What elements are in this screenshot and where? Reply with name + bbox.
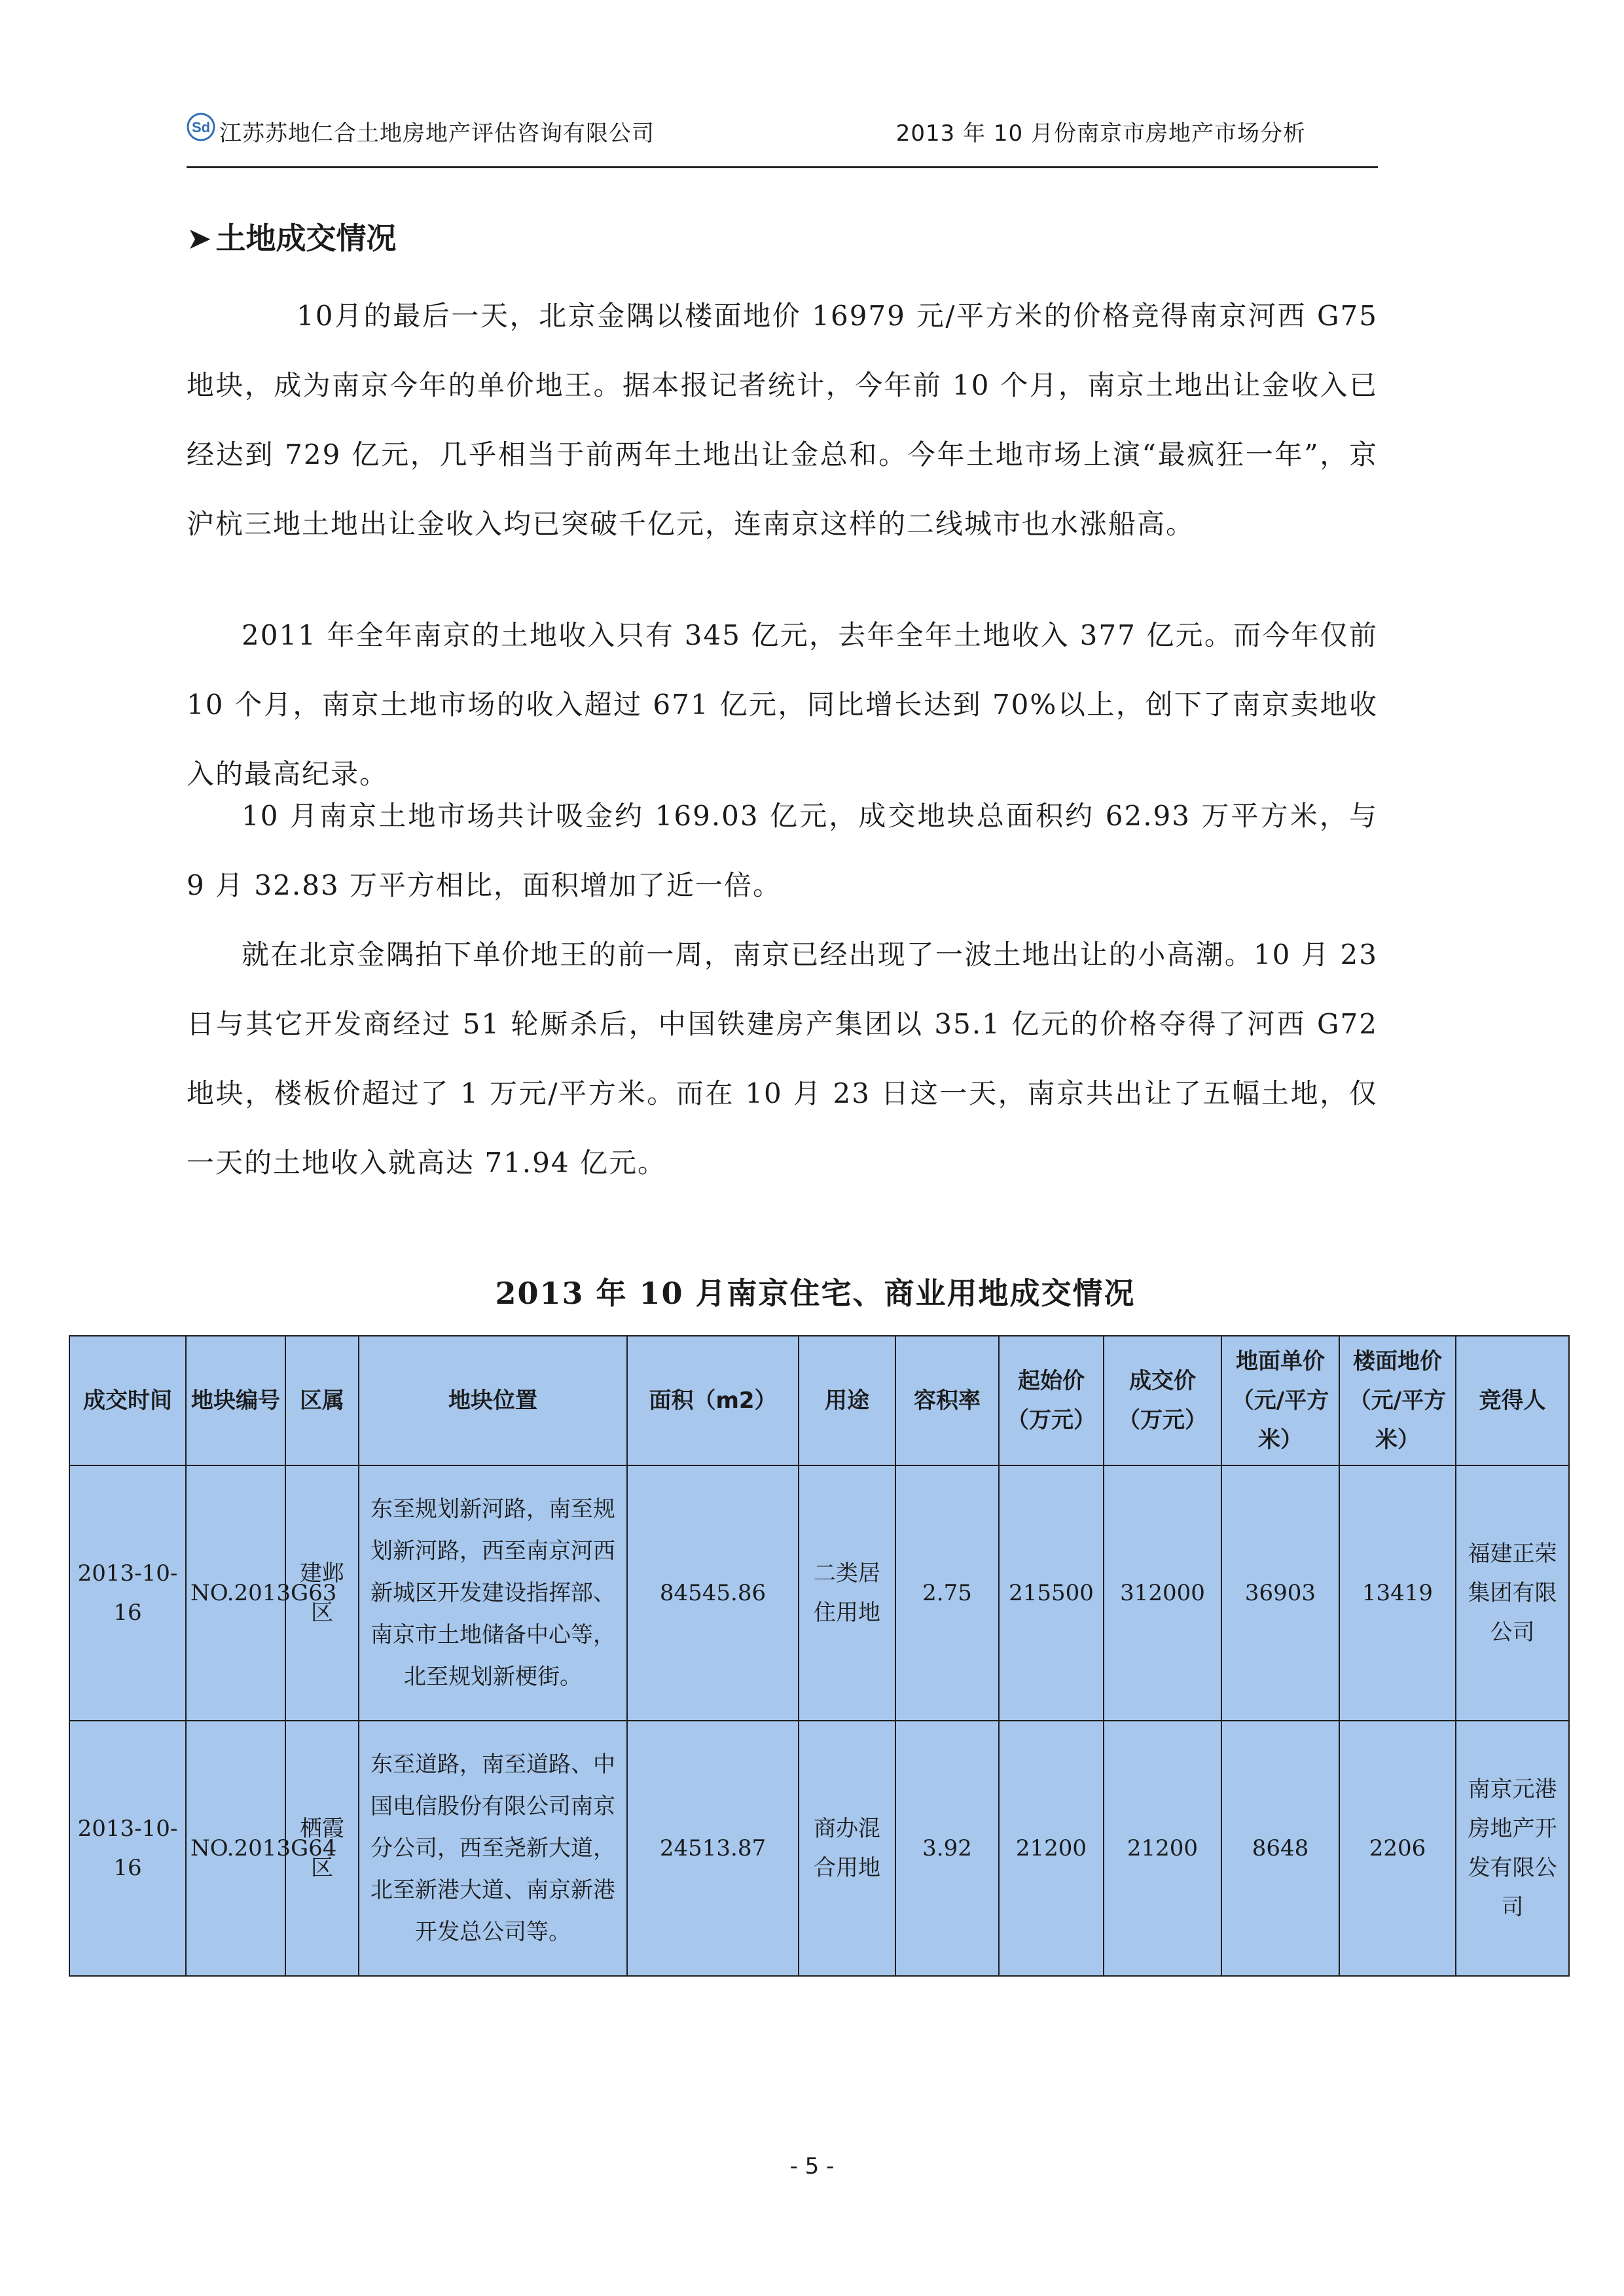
- header-parcel-no: 地块编号: [186, 1336, 285, 1465]
- cell-date: 2013-10-16: [69, 1465, 186, 1721]
- table-header-row: [69, 1336, 1569, 1465]
- header-area: 面积（m2）: [627, 1336, 799, 1465]
- section-title: 土地成交情况: [215, 221, 397, 256]
- company-logo-icon: [187, 113, 215, 141]
- table-row: [69, 1721, 1569, 1976]
- header-divider: [187, 166, 1378, 168]
- report-title: 2013 年 10 月份南京市房地产市场分析: [895, 120, 1306, 147]
- table-title: 2013 年 10 月南京住宅、商业用地成交情况: [495, 1276, 1136, 1311]
- arrow-bullet-icon: ➤: [187, 221, 212, 256]
- cell-deal-price: 21200: [1104, 1721, 1221, 1976]
- page-number: - 5 -: [789, 2153, 835, 2179]
- cell-far: 2.75: [895, 1465, 999, 1721]
- svg-text:Sd: Sd: [191, 119, 211, 135]
- cell-winner: 福建正荣集团有限公司: [1456, 1465, 1569, 1721]
- cell-parcel-no: NO.2013G64: [186, 1721, 285, 1976]
- cell-winner: 南京元港房地产开发有限公司: [1456, 1721, 1569, 1976]
- cell-floor-price: 13419: [1339, 1465, 1456, 1721]
- header-start-price: 起始价（万元）: [999, 1336, 1104, 1465]
- cell-start-price: 215500: [999, 1465, 1104, 1721]
- cell-parcel-no: NO.2013G63: [186, 1465, 285, 1721]
- header-winner: 竞得人: [1456, 1336, 1569, 1465]
- cell-start-price: 21200: [999, 1721, 1104, 1976]
- header-deal-price: 成交价（万元）: [1104, 1336, 1221, 1465]
- land-deals-table: [69, 1335, 1570, 1977]
- header-date: 成交时间: [69, 1336, 186, 1465]
- header-location: 地块位置: [359, 1336, 627, 1465]
- header-land-unit-price: 地面单价（元/平方米）: [1221, 1336, 1339, 1465]
- cell-land-unit-price: 36903: [1221, 1465, 1339, 1721]
- cell-deal-price: 312000: [1104, 1465, 1221, 1721]
- cell-location: 东至道路，南至道路、中国电信股份有限公司南京分公司，西至尧新大道，北至新港大道、南京新港开发总公司等。: [359, 1721, 627, 1976]
- cell-date: 2013-10-16: [69, 1721, 186, 1976]
- cell-location: 东至规划新河路，南至规划新河路，西至南京河西新城区开发建设指挥部、南京市土地储备中心等，北至规划新梗街。: [359, 1465, 627, 1721]
- table-row: [69, 1465, 1569, 1721]
- header-district: 区属: [285, 1336, 359, 1465]
- cell-area: 24513.87: [627, 1721, 799, 1976]
- company-name: 江苏苏地仁合土地房地产评估咨询有限公司: [219, 120, 655, 147]
- paragraph-2: 2011 年全年南京的土地收入只有 345 亿元，去年全年土地收入 377 亿元。而今年仅前 10 个月，南京土地市场的收入超过 671 亿元，同比增长达到 70%以上，创下了南京卖地收入的最高纪录。: [187, 619, 1378, 790]
- cell-floor-price: 2206: [1339, 1721, 1456, 1976]
- cell-district: 栖霞区: [285, 1721, 359, 1976]
- cell-district: 建邺区: [285, 1465, 359, 1721]
- header-use: 用途: [799, 1336, 895, 1465]
- paragraph-1: 10月的最后一天，北京金隅以楼面地价 16979 元/平方米的价格竞得南京河西 G75 地块，成为南京今年的单价地王。据本报记者统计，今年前 10 个月，南京土地出让金收入已经达到 729 亿元，几乎相当于前两年土地出让金总和。今年土地市场上演“最疯狂一年”，京沪杭三地土地出让金收入均已突破千亿元，连南京这样的二线城市也水涨船高。: [187, 300, 1378, 540]
- cell-land-unit-price: 8648: [1221, 1721, 1339, 1976]
- cell-far: 3.92: [895, 1721, 999, 1976]
- cell-area: 84545.86: [627, 1465, 799, 1721]
- page-header: [187, 110, 1378, 149]
- header-far: 容积率: [895, 1336, 999, 1465]
- section-heading: [187, 215, 397, 258]
- paragraph-4: 就在北京金隅拍下单价地王的前一周，南京已经出现了一波土地出让的小高潮。10 月 23 日与其它开发商经过 51 轮厮杀后，中国铁建房产集团以 35.1 亿元的价格夺得了河西 G72 地块，楼板价超过了 1 万元/平方米。而在 10 月 23 日这一天，南京共出让了五幅土地，仅一天的土地收入就高达 71.94 亿元。: [187, 939, 1378, 1179]
- cell-use: 商办混合用地: [799, 1721, 895, 1976]
- header-floor-price: 楼面地价（元/平方米）: [1339, 1336, 1456, 1465]
- paragraph-3: 10 月南京土地市场共计吸金约 169.03 亿元，成交地块总面积约 62.93 万平方米，与 9 月 32.83 万平方相比，面积增加了近一倍。: [187, 800, 1378, 901]
- cell-use: 二类居住用地: [799, 1465, 895, 1721]
